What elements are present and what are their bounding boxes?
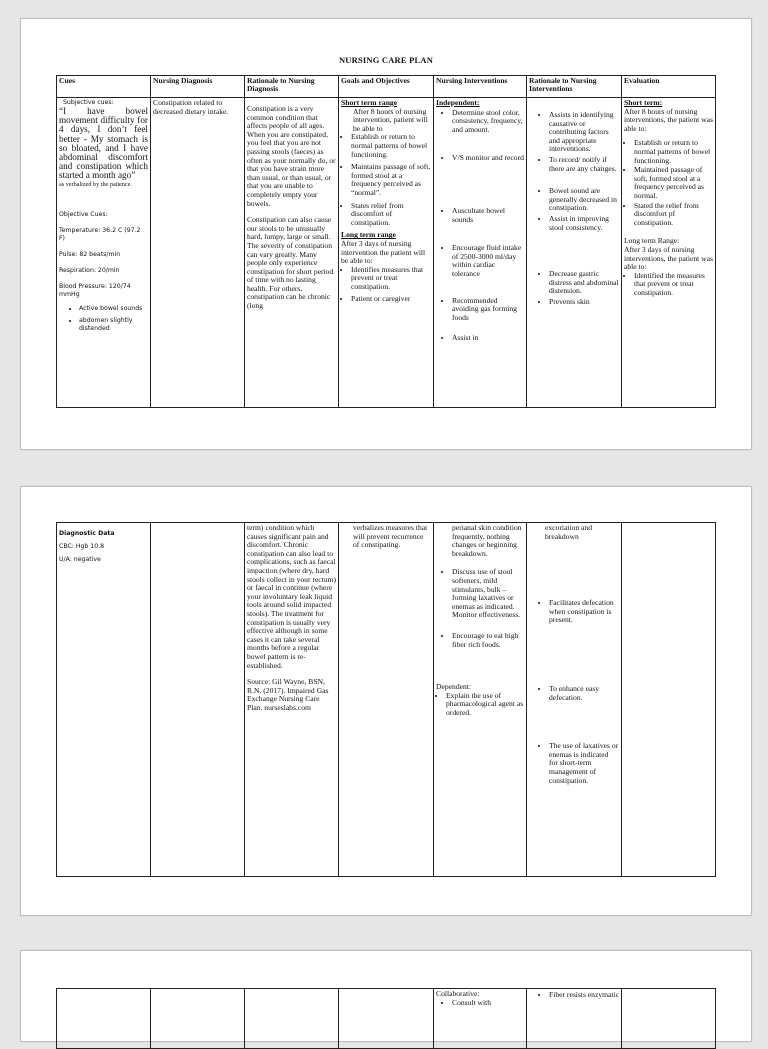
cues-cell — [57, 98, 151, 408]
header-rationale-diagnosis: Rationale to Nursing Diagnosis — [245, 76, 339, 98]
table-row — [57, 989, 716, 1049]
diagnostic-data-label: Diagnostic Data — [59, 530, 115, 537]
rationale-interventions-cell — [527, 98, 622, 408]
list-item: • Determine stool color, consistency, frequency, and amount. — [452, 109, 524, 135]
list-item: • abdomen slightly distended — [79, 317, 148, 333]
evaluation-cell — [622, 989, 716, 1049]
rationale-interventions-cell — [527, 989, 622, 1049]
interventions-cell — [434, 989, 527, 1049]
evaluation-short-label: Short term: — [624, 98, 663, 107]
list-item: • Discuss use of stool softeners, mild stimulants, bulk – forming laxatives or enemas as indicated. Monitor effectiveness. — [452, 568, 524, 620]
diagnosis-cell — [151, 989, 245, 1049]
cbc-value: CBC: Hgb 10.8 — [59, 543, 105, 550]
header-interventions: Nursing Interventions — [434, 76, 527, 98]
document-title: NURSING CARE PLAN — [338, 55, 434, 65]
list-item: • V/S monitor and record — [452, 154, 524, 163]
care-plan-table-page-2 — [56, 522, 716, 877]
list-item: • States relief from discomfort of constipation. — [351, 202, 431, 228]
list-item: • Maintains passage of soft, formed stool at a frequency perceived as “normal”. — [351, 163, 431, 197]
table-row — [57, 98, 716, 408]
subjective-label: Subjective cues: — [63, 99, 114, 106]
ua-value: U/A: negative — [59, 556, 101, 563]
evaluation-long-intro: After 3 days of nursing interventions, the patient was able to: — [624, 244, 713, 272]
list-item: • Consult with — [452, 999, 524, 1008]
list-item: • Prevents skin — [549, 298, 619, 307]
evaluation-short-intro: After 8 hours of nursing interventions, the patient was able to: — [624, 106, 713, 133]
list-item: • Assists in identifying causative or contributing factors and appropriate interventions. — [549, 111, 619, 154]
goals-continued: verbalizes measures that will prevent recurrence of constipating. — [353, 523, 428, 550]
blood-pressure: Blood Pressure: 120/74 mmHg — [59, 283, 131, 299]
rationale-continued: excoriation and breakdown — [545, 523, 593, 541]
list-item: • Patient or caregiver — [351, 295, 431, 304]
list-item: • Explain the use of pharmacological agent as ordered. — [446, 692, 524, 718]
header-evaluation: Evaluation — [622, 76, 716, 98]
diagnosis-cell — [151, 98, 245, 408]
rationale-diagnosis-cell — [245, 989, 339, 1049]
interventions-cell — [434, 523, 527, 877]
goals-cell — [339, 523, 434, 877]
temperature: Temperature: 36.2 C (97.2 F) — [59, 227, 141, 243]
independent-label: Independent: — [436, 98, 480, 107]
rationale-diagnosis-cell — [245, 98, 339, 408]
short-term-label: Short term range — [341, 98, 398, 107]
long-term-label: Long term range — [341, 230, 396, 240]
diagnosis-cell — [151, 523, 245, 877]
objective-label: Objective Cues: — [59, 211, 108, 219]
list-item: • Decrease gastric distress and abdominal distension. — [549, 270, 619, 296]
respiration: Respiration: 20/min — [59, 267, 120, 275]
table-row — [57, 523, 716, 877]
list-item: • Bowel sound are generally decreased in constipation. — [549, 187, 619, 213]
pulse: Pulse: 82 beats/min — [59, 251, 121, 259]
care-plan-table-page-1 — [56, 75, 716, 408]
header-cues: Cues — [57, 76, 151, 98]
rationale-paragraph-1: Constipation is a very common condition that affects people of all ages. When you are constipated, you feel that you are not passing stools (faeces) as often as your normally do, or that you have strain more than usual, or than usual, or that you are unable to completely empty your bowels. — [247, 104, 336, 208]
list-item: • Establish or return to normal patterns of bowel functioning. — [351, 133, 431, 159]
evaluation-cell — [622, 98, 716, 408]
document-page-2 — [20, 486, 752, 916]
list-item: • Encourage fluid intake of 2500-3000 ml/day within cardiac tolerance — [452, 244, 524, 278]
cues-cell — [57, 989, 151, 1049]
list-item: • The use of laxatives or enemas is indicated for short-term management of constipation. — [549, 742, 619, 785]
list-item: • Active bowel sounds — [79, 305, 148, 313]
header-goals: Goals and Objectives — [339, 76, 434, 98]
header-nursing-diagnosis: Nursing Diagnosis — [151, 76, 245, 98]
list-item: • Encourage to eat high fiber rich foods. — [452, 632, 524, 649]
list-item: • Auscultate bowel sounds — [452, 207, 524, 224]
care-plan-table-page-3 — [56, 988, 716, 1049]
rationale-paragraph-continued: term) condition which causes significant pain and discomfort. Chronic constipation can also lead to complications, such as faecal impaction (where dry, hard stools collect in your rectum) or faecal in continue (where your involuntary leak liquid tools around solid impacted stools). The treatment for constipation is usually very effective although in some cases it can take several months before a regular bowel pattern is re-established. — [247, 523, 336, 670]
rationale-paragraph-2: Constipation can also cause our stools to be unusually hard, lumpy, large or small. The severity of constipation can vary greatly. Many people only experience constipation for short period of time with no lasting health. For others, constipation can be chronic (long — [247, 215, 334, 311]
goals-cell — [339, 989, 434, 1049]
evaluation-long-label: Long term Range: — [624, 236, 680, 246]
list-item: • Establish or return to normal patterns of bowel functioning. — [634, 139, 713, 165]
nursing-diagnosis-text: Constipation related to decreased dietary intake. — [153, 98, 229, 116]
list-item: • Stated the relief from discomfort pf constipation. — [634, 202, 713, 228]
document-page-1 — [20, 18, 752, 450]
short-term-intro: After 8 hours of nursing intervention, patient will be able to — [353, 106, 428, 133]
subjective-quote: “I have bowel movement difficulty for 4 days, I don’t feel better - My stomach is so bloated, and I have abdominal discomfort and constipation which started a month ago” — [59, 106, 148, 181]
list-item: • Maintained passage of soft, formed stool at a frequency perceived as normal. — [634, 166, 713, 200]
header-rationale-interventions: Rationale to Nursing Interventions — [527, 76, 622, 98]
cues-cell — [57, 523, 151, 877]
list-item: • Fiber resists enzymatic — [549, 991, 619, 1000]
interventions-cell — [434, 98, 527, 408]
list-item: • Identified the measures that prevent or treat constipation. — [634, 272, 713, 298]
list-item: • Recommended avoiding gas forming foods — [452, 297, 524, 323]
dependent-label: Dependent: — [436, 682, 472, 692]
document-page-3 — [20, 950, 752, 1042]
collaborative-label: Collaborative: — [436, 989, 480, 998]
list-item: • Identifies measures that prevent or treat constipation. — [351, 266, 431, 292]
rationale-diagnosis-cell — [245, 523, 339, 877]
table-header-row — [57, 76, 716, 98]
list-item: • To record/ notify if there are any changes. — [549, 156, 619, 173]
list-item: • To enhance easy defecation. — [549, 685, 619, 702]
verbalized-note: as verbalized by the patience. — [59, 180, 133, 188]
goals-cell — [339, 98, 434, 408]
long-term-intro: After 3 days of nursing intervention the patient will be able to: — [341, 238, 426, 266]
evaluation-cell — [622, 523, 716, 877]
list-item: • Facilitates defecation when constipation is present. — [549, 599, 619, 625]
rationale-source: Source: Gil Wayne, BSN, R.N. (2017). Impaired Gas Exchange Nursing Care Plan. nurseslabs.com — [247, 677, 329, 712]
list-item: • Assist in — [452, 334, 524, 343]
list-item: • Assist in improving stool consistency. — [549, 215, 619, 232]
rationale-interventions-cell — [527, 523, 622, 877]
intervention-continued: perianal skin condition frequently, nothing changes or beginning breakdown. — [452, 523, 522, 558]
